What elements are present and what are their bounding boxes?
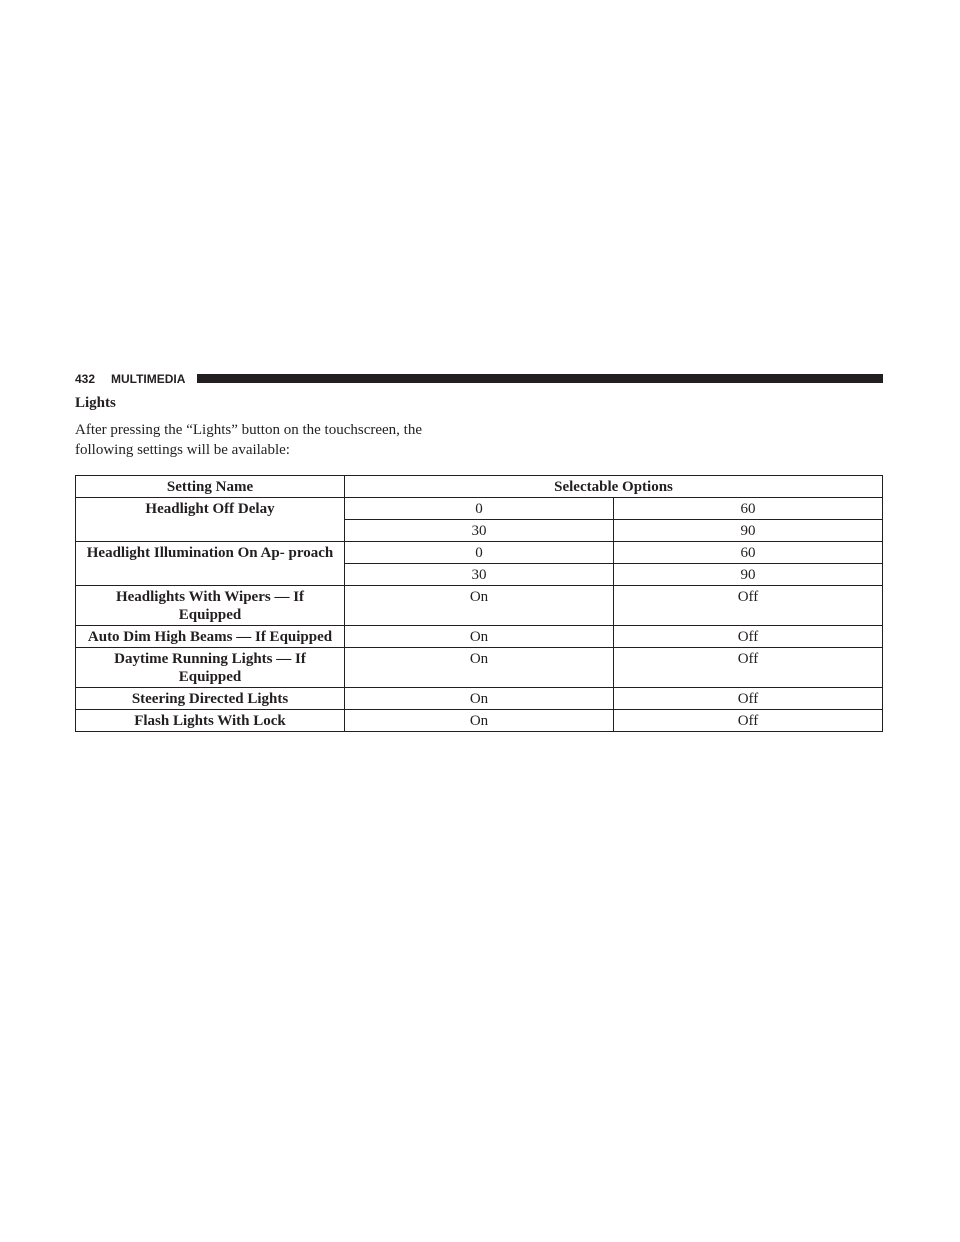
section-title: MULTIMEDIA <box>111 372 186 386</box>
option-cell: Off <box>614 648 883 688</box>
table-row <box>76 498 883 520</box>
intro-paragraph: After pressing the “Lights” button on the touchscreen, the following settings will be available: <box>75 422 422 458</box>
option-cell: Off <box>614 688 883 710</box>
option-cell: Off <box>614 710 883 732</box>
page-number: 432 <box>75 372 96 386</box>
option-cell: Off <box>614 586 883 626</box>
table-row <box>76 626 883 648</box>
setting-name: Daytime Running Lights — If Equipped <box>76 648 345 688</box>
option-cell: 60 <box>614 498 883 520</box>
table-row <box>76 688 883 710</box>
option-cell: 30 <box>345 520 614 542</box>
setting-name: Headlight Illumination On Ap- proach <box>76 542 345 586</box>
table-row <box>76 648 883 688</box>
table-header-row <box>76 476 883 498</box>
option-cell: 0 <box>345 498 614 520</box>
option-cell: On <box>345 648 614 688</box>
option-cell: On <box>345 586 614 626</box>
option-cell: On <box>345 626 614 648</box>
setting-name: Steering Directed Lights <box>76 688 345 710</box>
setting-name: Headlight Off Delay <box>76 498 345 542</box>
section-heading: Lights <box>75 395 116 411</box>
table-row <box>76 710 883 732</box>
option-cell: On <box>345 710 614 732</box>
option-cell: On <box>345 688 614 710</box>
setting-name: Headlights With Wipers — If Equipped <box>76 586 345 626</box>
table-row <box>76 586 883 626</box>
setting-name: Auto Dim High Beams — If Equipped <box>76 626 345 648</box>
settings-table <box>75 475 883 732</box>
setting-name: Flash Lights With Lock <box>76 710 345 732</box>
header-rule <box>197 374 883 383</box>
option-cell: 30 <box>345 564 614 586</box>
column-header-setting-name: Setting Name <box>76 476 345 498</box>
column-header-selectable-options: Selectable Options <box>345 476 883 498</box>
table-row <box>76 542 883 564</box>
option-cell: 0 <box>345 542 614 564</box>
option-cell: 90 <box>614 564 883 586</box>
option-cell: 60 <box>614 542 883 564</box>
page-header <box>75 371 883 387</box>
option-cell: 90 <box>614 520 883 542</box>
option-cell: Off <box>614 626 883 648</box>
